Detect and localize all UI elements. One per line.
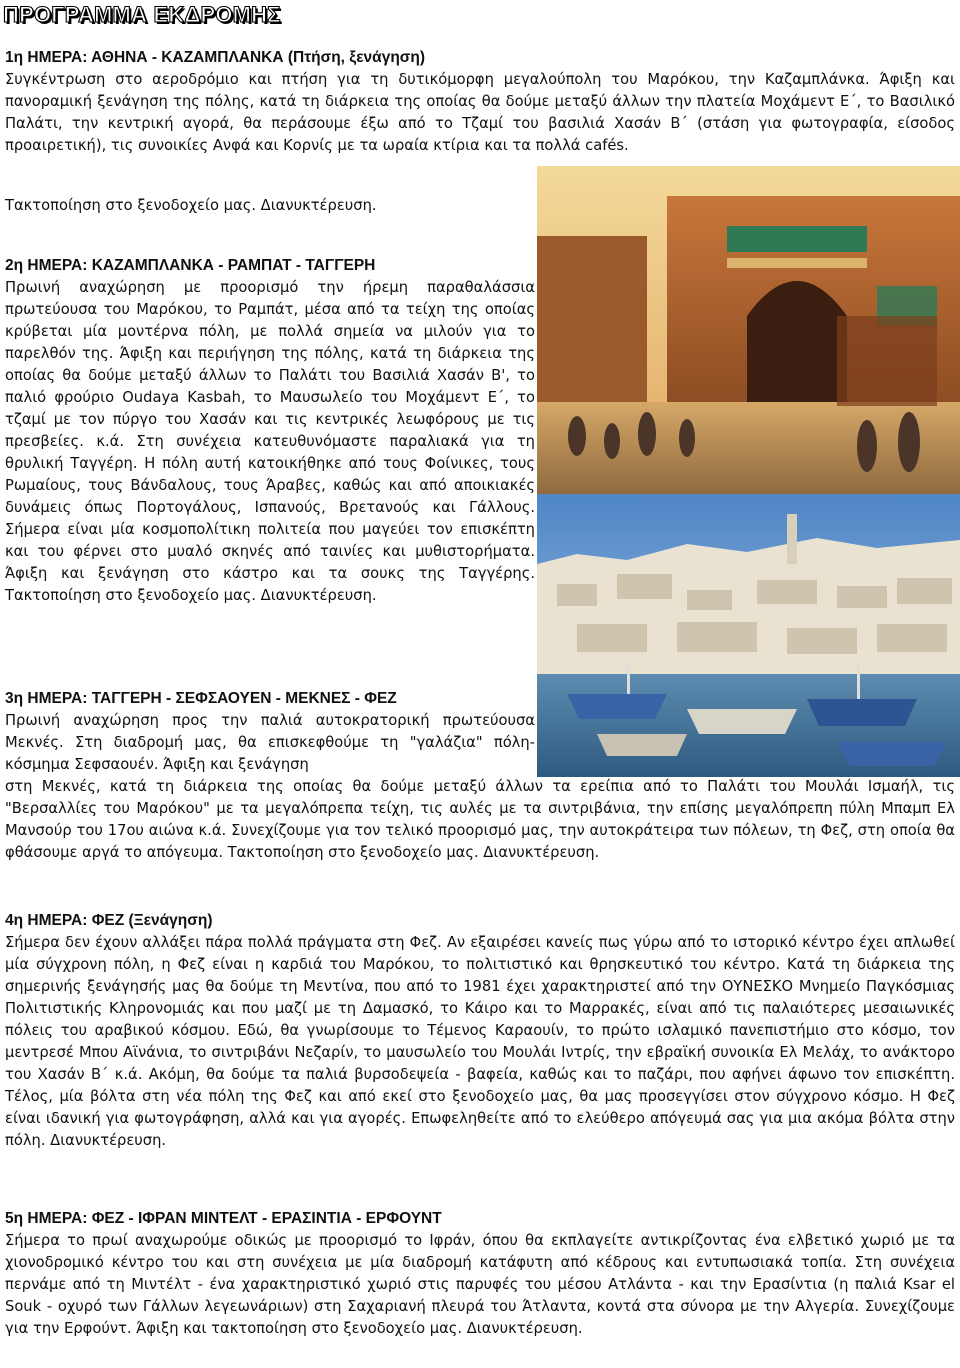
document-title: ΠΡΟΓΡΑΜΜΑ ΕΚΔΡΟΜΗΣ xyxy=(3,2,281,27)
day-5-section xyxy=(5,1208,955,1340)
day-1-body-tail: Τακτοποίηση στο ξενοδοχείο μας. Διανυκτέρευση. xyxy=(5,197,377,214)
day-5-body: Σήμερα το πρωί αναχωρούμε οδικώς με προορισμό το Ιφράν, όπου θα εκπλαγείτε αντικρίζοντας ένα ελβετικό χωριό με τα χιονοδρομικό κέντρο του και στη συνέχεια με μία διαδρομή κατάφυτη από κέδρους και εντυπωσιακά τοπία. Στη συνέχεια περνάμε από τη Μιντέλτ - ένα χαρακτηριστικό χωριό στις παρυφές του μέσου Ατλάντα - και την Ερασίντια (η παλιά Ksar el Souk - οχυρό των Γάλλων λεγεωνάριων) στη Σαχαριανή πλευρά του Άτλαντα, κοντά στα σύνορα με την Αλγερία. Συνεχίζουμε για την Ερφούντ. Άφιξη και τακτοποίηση στο ξενοδοχείο μας. Διανυκτέρευση. xyxy=(5,1232,955,1337)
day-1-section-top xyxy=(5,47,955,157)
day-3-section-top xyxy=(5,688,535,776)
day-2-section xyxy=(5,255,535,607)
day-2-body: Πρωινή αναχώρηση με προορισμό την ήρεμη παραθαλάσσια πρωτεύουσα του Μαρόκου, το Ραμπάτ, μέσα από τα τείχη της οποίας κρύβεται μία μοντέρνα πόλη, με πολλά σημεία να μιλούν για το παρελθόν της. Άφιξη και περιήγηση της πόλης, κατά τη διάρκεια της οποίας θα δούμε μεταξύ άλλων το Παλάτι του Βασιλιά Χασάν Β', το παλιό φρούριο Oudaya Kasbah, το Μαυσωλείο του Μοχάμεντ Ε΄, το τζαμί με τον πύργο του Χασάν και τις κεντρικές λεωφόρους με τις πρεσβείες. κ.ά. Στη συνέχεια κατευθυνόμαστε παραλιακά για τη θρυλική Ταγγέρη. Η πόλη αυτή κατοικήθηκε από τους Φοίνικες, τους Ρωμαίους, τους Βάνδαλους, τους Άραβες, καθώς και από αποικιακές δυνάμεις όπως Πορτογάλους, Ισπανούς, Βρετανούς και Γάλλους. Σήμερα είναι μία κοσμοπολίτικη πολιτεία που μαγεύει τον επισκέπτη και του φέρνει στο μυαλό σκηνές από ταινίες και μυθιστορήματα. Άφιξη και ξενάγηση στο κάστρο και τα σουκς της Ταγγέρης. Τακτοποίηση στο ξενοδοχείο μας. Διανυκτέρευση. xyxy=(5,279,535,604)
day-2-heading: 2η ΗΜΕΡΑ: ΚΑΖΑΜΠΛΑΝΚΑ - ΡΑΜΠΑΤ - ΤΑΓΓΕΡΗ xyxy=(5,257,376,274)
day-3-heading: 3η ΗΜΕΡΑ: ΤΑΓΓΕΡΗ - ΣΕΦΣΑΟΥΕΝ - ΜΕΚΝΕΣ - ΦΕΖ xyxy=(5,690,397,707)
day-5-heading: 5η ΗΜΕΡΑ: ΦΕΖ - ΙΦΡΑΝ ΜΙΝΤΕΛΤ - ΕΡΑΣΙΝΤΙΑ - ΕΡΦΟΥΝΤ xyxy=(5,1210,442,1227)
day-1-section-tail xyxy=(5,195,530,217)
day-1-heading: 1η ΗΜΕΡΑ: ΑΘΗΝΑ - ΚΑΖΑΜΠΛΑΝΚΑ (Πτήση, ξενάγηση) xyxy=(5,49,426,66)
day-1-body: Συγκέντρωση στο αεροδρόμιο και πτήση για τη δυτικόμορφη μεγαλούπολη του Μαρόκου, την Καζαμπλάνκα. Άφιξη και πανοραμική ξενάγηση της πόλης, κατά τη διάρκεια της οποίας θα δούμε μεταξύ άλλων την πλατεία Μοχάμεντ Ε΄, το Βασιλικό Παλάτι, την κεντρική αγορά, θα περάσουμε έξω από το Τζαμί του βασιλιά Χασάν Β΄ (στάση για φωτογραφία, είσοδος προαιρετική), τις συνοικίες Ανφά και Κορνίς με τα ωραία κτίρια και τα πολλά cafés. xyxy=(5,71,955,154)
day-3-section-bottom xyxy=(5,776,955,864)
gate-courtyard-photo xyxy=(537,166,960,494)
day-4-body: Σήμερα δεν έχουν αλλάξει πάρα πολλά πράγματα στη Φεζ. Αν εξαιρέσει κανείς πως γύρω από το ιστορικό κέντρο έχει απλωθεί μία σύγχρονη πόλη, η Φεζ είναι η καρδιά του Μαρόκου, το πολιτιστικό και θρησκευτικό του κέντρο. Κατά τη διάρκεια της σημερινής ξενάγησής μας θα δούμε τη Μεντίνα, που από το 1981 έχει χαρακτηριστεί από την ΟΥΝΕΣΚΟ Μνημείο Παγκόσμιας Πολιτιστικής Κληρονομιάς και που μαζί με τη Δαμασκό, το Κάιρο και το Μαρρακές, είναι από τις παλαιότερες μεσαιωνικές πόλεις του αραβικού κόσμου. Εδώ, θα γνωρίσουμε το Τέμενος Καραουίν, το πρώτο ισλαμικό πανεπιστήμιο στο κόσμο, τον μεντρεσέ Μπου Αϊνάνια, το σιντριβάνι Νεζαρίν, το μαυσωλείο του Μουλάι Ιντρίς, την εβραϊκή συνοικία Ελ Μελάχ, το ανάκτορο του Χασάν Β΄ κ.ά. Ακόμη, θα δούμε τα παλιά βυρσοδεψεία - βαφεία, καθώς και το παζάρι, που αφήνει άφωνο τον επισκέπτη. Τέλος, μία βόλτα στη νέα πόλη της Φεζ και από εκεί στο ξενοδοχείο μας, θα μας προσεγγίσει στον σύγχρονο κόσμο. Η Φεζ είναι ιδανική για φωτογράφηση, αλλά και για αγορές. Επωφεληθείτε από το ελεύθερο απόγευμά σας για μια ακόμα βόλτα στην πόλη. Διανυκτέρευση. xyxy=(5,934,955,1149)
day-3-body-full: στη Μεκνές, κατά τη διάρκεια της οποίας θα δούμε μεταξύ άλλων τα ερείπια από το Παλάτι του Μουλάι Ισμαήλ, τις "Βερσαλλίες του Μαρόκου" με τα μεγαλόπρεπα τείχη, τις αυλές με τα σιντριβάνια, την επίσης μεγαλόπρεπη πύλη Μπαμπ Ελ Μανσούρ του 17ου αιώνα κ.ά. Συνεχίζουμε για τον τελικό προορισμό μας, την αυτοκράτειρα των πόλεων, τη Φεζ, στη οποία θα φθάσουμε αργά το απόγευμα. Τακτοποίηση στο ξενοδοχείο μας. Διανυκτέρευση. xyxy=(5,778,955,861)
day-4-heading: 4η ΗΜΕΡΑ: ΦΕΖ (Ξενάγηση) xyxy=(5,912,213,929)
day-4-section xyxy=(5,910,955,1152)
day-3-body-narrow: Πρωινή αναχώρηση προς την παλιά αυτοκρατορική πρωτεύουσα Μεκνές. Στη διαδρομή μας, θα επισκεφθούμε τη "γαλάζια" πόλη-κόσμημα Σεφσαουέν. Άφιξη και ξενάγηση xyxy=(5,712,535,773)
harbour-city-photo xyxy=(537,494,960,777)
